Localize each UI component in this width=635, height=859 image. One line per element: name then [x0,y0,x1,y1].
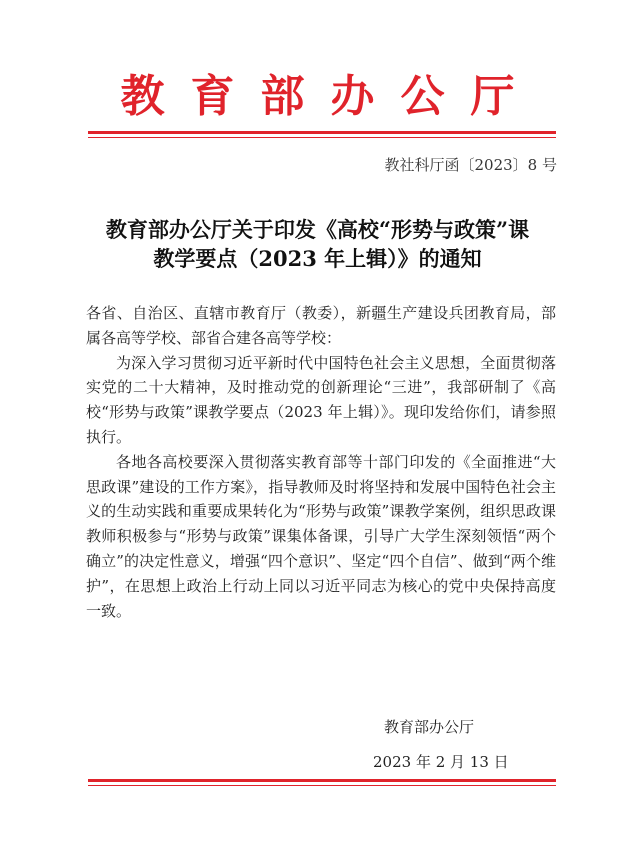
document-title-line-2: 教学要点（2023 年上辑）》的通知 [153,246,482,271]
signature-date: 2023 年 2 月 13 日 [373,753,509,771]
letterhead-rule-thick [88,131,556,134]
document-number: 教社科厅函〔2023〕8 号 [384,156,557,174]
letterhead-title: 教育部办公厅 [120,71,541,122]
footer-rule-thick [88,779,556,782]
document-title-line-1: 教育部办公厅关于印发《高校“形势与政策”课 [105,217,530,242]
letterhead-rule-thin [88,137,556,138]
body-paragraph-1: 为深入学习贯彻习近平新时代中国特色社会主义思想，全面贯彻落实党的二十大精神，及时推动党的创新理论“三进”，我部研制了《高校“形势与政策”课教学要点（2023 年上辑）》。现印发给你们，请参照执行。 [86,353,556,446]
document-body [86,301,556,623]
signature-org: 教育部办公厅 [384,718,475,736]
body-paragraph-2: 各地各高校要深入贯彻落实教育部等十部门印发的《全面推进“大思政课”建设的工作方案》，指导教师及时将坚持和发展中国特色社会主义的生动实践和重要成果转化为“形势与政策”课教学案例，组织思政课教师积极参与“形势与政策”课集体备课，引导广大学生深刻领悟“两个确立”的决定性意义，增强“四个意识”、坚定“四个自信”、做到“两个维护”，在思想上政治上行动上同以习近平同志为核心的党中央保持高度一致。 [86,452,556,620]
document-title [60,215,575,273]
footer-rule-thin [88,785,556,786]
salutation: 各省、自治区、直辖市教育厅（教委），新疆生产建设兵团教育局，部属各高等学校、部省合建各高等学校： [86,304,556,347]
